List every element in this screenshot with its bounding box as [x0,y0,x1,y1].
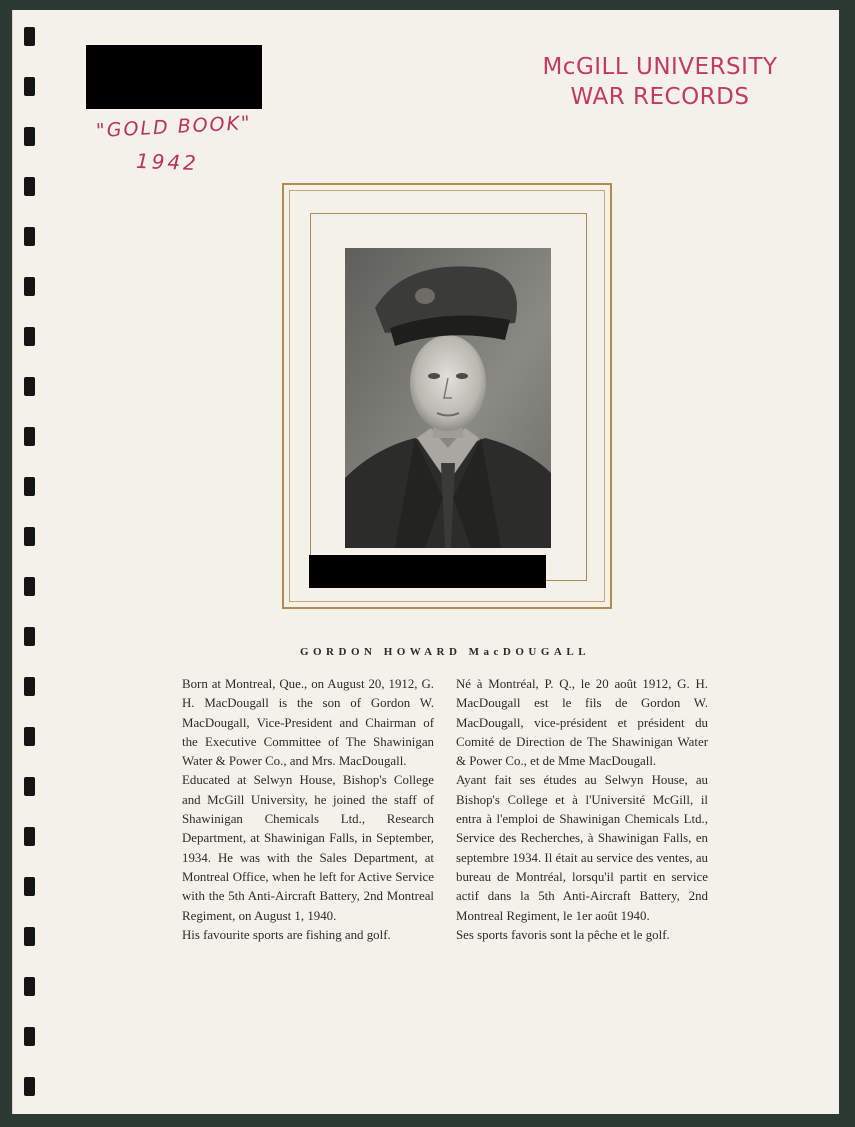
redaction-box [309,555,546,588]
binding-hole [24,877,35,896]
binding-hole [24,1027,35,1046]
binding-hole [24,277,35,296]
binding-hole [24,727,35,746]
portrait-photo [345,248,551,548]
binding-hole [24,377,35,396]
binding-hole [24,677,35,696]
handwritten-note: "GOLD BOOK" [95,111,253,143]
binding-hole [24,977,35,996]
binding-hole [24,927,35,946]
english-biography [182,675,434,945]
french-paragraph: Né à Montréal, P. Q., le 20 août 1912, G. H. MacDougall est le fils de Gordon W. MacDougall, vice-président et président du Comité de Direction de The Shawinigan Water & Power Co., et de Mme MacDougall. [456,677,708,769]
redaction-box [86,45,262,109]
french-paragraph: Ayant fait ses études au Selwyn House, au Bishop's College et à l'Université McGill, il entra à l'emploi de Shawinigan Chemicals Ltd., Service des Recherches, à Shawinigan Falls, en septembre 1934. Il était au service des ventes, au bureau de Montréal, lorsqu'il partit en service actif dans la 5th Anti-Aircraft Battery, 2nd Montreal Regiment, le 1er août 1940. [456,773,708,923]
binding-hole [24,427,35,446]
archive-stamp [520,52,800,112]
english-paragraph: Born at Montreal, Que., on August 20, 1912, G. H. MacDougall is the son of Gordon W. MacDougall, Vice-President and Chairman of the Executive Committee of The Shawinigan Water & Power Co., and Mrs. MacDougall. [182,677,434,769]
english-paragraph: Educated at Selwyn House, Bishop's College and McGill University, he joined the staff of Shawinigan Chemicals Ltd., Research Department, at Shawinigan Falls, in September, 1934. He was with the Sales Department, at Montreal Office, when he left for Active Service with the 5th Anti-Aircraft Battery, 2nd Montreal Regiment, on August 1, 1940. [182,773,434,923]
handwritten-year: 1942 [135,148,200,176]
english-paragraph: His favourite sports are fishing and golf. [182,927,391,942]
binding-hole [24,627,35,646]
french-biography [456,675,708,945]
binding-hole [24,127,35,146]
binding-hole [24,227,35,246]
binding-hole [24,327,35,346]
binding-hole [24,477,35,496]
binding-hole [24,777,35,796]
binding-hole [24,1077,35,1096]
binding-hole [24,577,35,596]
french-paragraph: Ses sports favoris sont la pêche et le golf. [456,927,670,942]
binding-hole [24,27,35,46]
binding-hole [24,77,35,96]
binding-hole [24,527,35,546]
portrait-illustration [345,248,551,548]
stamp-line: McGILL UNIVERSITY [542,54,778,80]
binding-hole [24,177,35,196]
subject-name-heading: GORDON HOWARD MacDOUGALL [299,646,591,658]
stamp-line: WAR RECORDS [570,84,750,110]
binding-hole [24,827,35,846]
